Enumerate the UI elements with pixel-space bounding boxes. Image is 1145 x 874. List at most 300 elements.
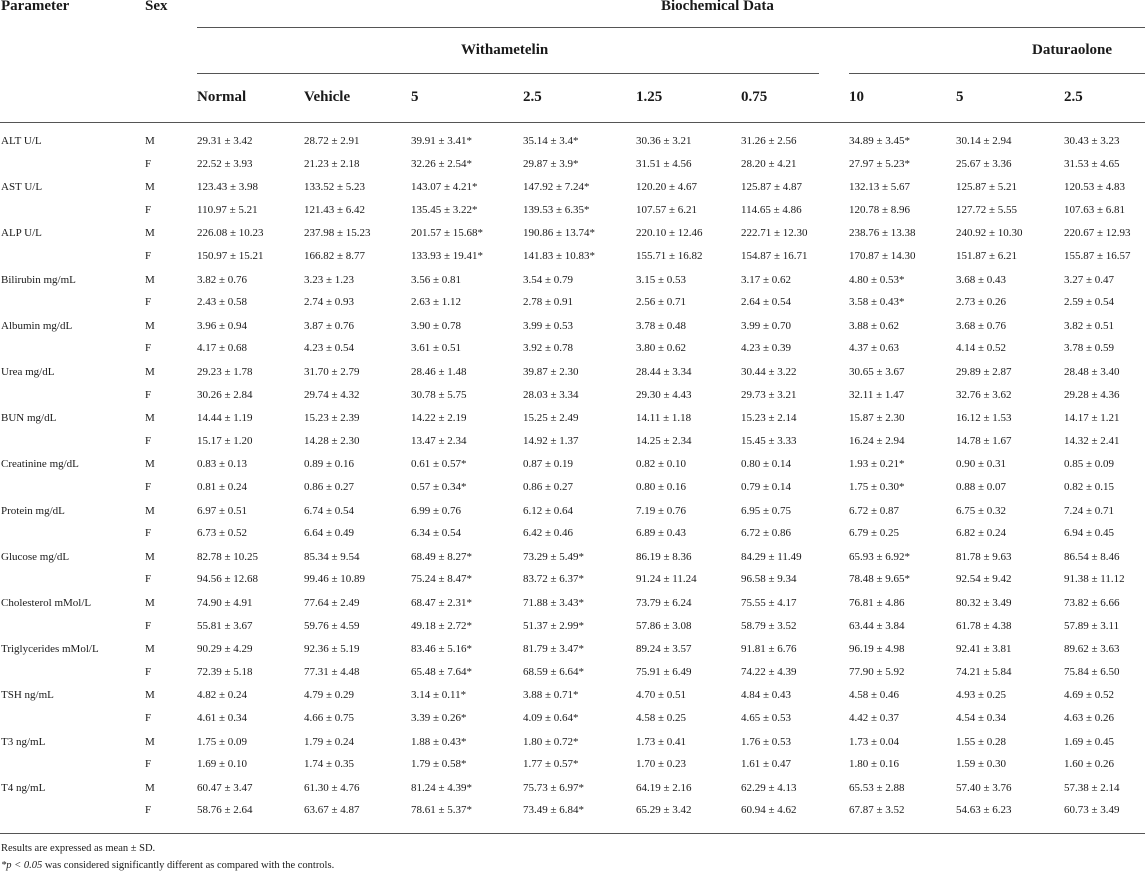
table-cell: 31.51 ± 4.56 (636, 157, 692, 170)
table-cell: 201.57 ± 15.68* (411, 227, 484, 240)
table-cell: 30.26 ± 2.84 (197, 388, 253, 401)
table-cell: 51.37 ± 2.99* (523, 619, 585, 632)
parameter-label: Albumin mg/dL (1, 319, 73, 332)
table-cell: 58.76 ± 2.64 (197, 804, 253, 817)
table-cell: 7.19 ± 0.76 (636, 504, 687, 517)
table-cell: 86.54 ± 8.46 (1064, 550, 1120, 563)
table-cell: 3.88 ± 0.71* (523, 689, 579, 702)
table-cell: 125.87 ± 4.87 (741, 181, 803, 194)
table-cell: 4.70 ± 0.51 (636, 689, 687, 702)
table-cell: 28.48 ± 3.40 (1064, 366, 1120, 378)
table-cell: 1.60 ± 0.26 (1064, 758, 1115, 771)
table-cell: 68.59 ± 6.64* (523, 665, 585, 678)
table-cell: 3.17 ± 0.62 (741, 273, 792, 286)
table-cell: 1.79 ± 0.24 (304, 735, 355, 748)
sex-label: F (145, 573, 152, 586)
sex-label: F (145, 527, 152, 540)
table-cell: 81.24 ± 4.39* (411, 781, 473, 794)
sex-label: F (145, 758, 152, 771)
sex-label: M (145, 597, 155, 609)
table-cell: 4.42 ± 0.37 (849, 712, 900, 724)
table-cell: 59.76 ± 4.59 (304, 619, 360, 632)
parameter-label: T4 ng/mL (1, 781, 46, 794)
table-cell: 4.14 ± 0.52 (956, 342, 1007, 355)
table-cell: 220.67 ± 12.93 (1064, 227, 1131, 240)
table-cell: 28.03 ± 3.34 (523, 388, 579, 401)
table-cell: 3.68 ± 0.76 (956, 319, 1007, 332)
table-cell: 90.29 ± 4.29 (197, 643, 253, 656)
sex-label: M (145, 135, 155, 147)
table-cell: 15.23 ± 2.39 (304, 412, 360, 425)
table-cell: 170.87 ± 14.30 (849, 250, 916, 262)
table-cell: 61.78 ± 4.38 (956, 619, 1012, 632)
table-cell: 6.74 ± 0.54 (304, 504, 355, 517)
table-cell: 0.81 ± 0.24 (197, 481, 248, 493)
table-cell: 0.88 ± 0.07 (956, 481, 1007, 493)
table-cell: 68.47 ± 2.31* (411, 597, 473, 609)
sex-label: M (145, 181, 155, 194)
table-cell: 85.34 ± 9.54 (304, 550, 360, 563)
table-cell: 14.78 ± 1.67 (956, 434, 1012, 447)
table-cell: 29.74 ± 4.32 (304, 388, 360, 401)
table-cell: 4.69 ± 0.52 (1064, 689, 1115, 702)
table-cell: 3.99 ± 0.53 (523, 319, 574, 332)
table-cell: 3.96 ± 0.94 (197, 319, 248, 332)
table-cell: 49.18 ± 2.72* (411, 619, 473, 632)
table-cell: 31.70 ± 2.79 (304, 366, 360, 378)
table-cell: 0.90 ± 0.31 (956, 458, 1007, 471)
table-cell: 120.20 ± 4.67 (636, 181, 698, 194)
table-cell: 4.65 ± 0.53 (741, 712, 792, 724)
table-cell: 14.28 ± 2.30 (304, 434, 360, 447)
table-cell: 0.86 ± 0.27 (304, 481, 355, 493)
footnote-mean-sd: Results are expressed as mean ± SD. (1, 843, 156, 854)
table-cell: 155.87 ± 16.57 (1064, 250, 1131, 262)
parameter-label: TSH ng/mL (1, 689, 54, 702)
header-parameter: Parameter (1, 0, 70, 14)
table-cell: 29.31 ± 3.42 (197, 135, 253, 147)
sex-label: M (145, 689, 155, 702)
table-cell: 0.80 ± 0.14 (741, 458, 792, 471)
column-header: 1.25 (636, 89, 663, 105)
sex-label: M (145, 735, 155, 748)
column-header: Vehicle (304, 89, 351, 105)
table-cell: 4.61 ± 0.34 (197, 712, 248, 724)
table-cell: 7.24 ± 0.71 (1064, 504, 1115, 517)
column-header: 5 (411, 89, 419, 105)
sex-label: F (145, 203, 152, 216)
table-cell: 86.19 ± 8.36 (636, 550, 692, 563)
sex-label: M (145, 366, 155, 378)
table-cell: 29.89 ± 2.87 (956, 366, 1012, 378)
table-cell: 1.80 ± 0.16 (849, 758, 900, 771)
sex-label: F (145, 481, 152, 493)
table-cell: 2.73 ± 0.26 (956, 296, 1007, 309)
table-cell: 125.87 ± 5.21 (956, 181, 1018, 194)
table-cell: 147.92 ± 7.24* (523, 181, 590, 194)
table-cell: 3.58 ± 0.43* (849, 296, 905, 309)
parameter-label: Protein mg/dL (1, 504, 65, 517)
table-cell: 65.93 ± 6.92* (849, 550, 911, 563)
table-cell: 29.87 ± 3.9* (523, 157, 579, 170)
table-cell: 75.91 ± 6.49 (636, 665, 692, 678)
table-cell: 4.93 ± 0.25 (956, 689, 1007, 702)
table-cell: 83.46 ± 5.16* (411, 643, 473, 656)
parameter-label: Triglycerides mMol/L (1, 643, 99, 656)
table-cell: 15.17 ± 1.20 (197, 434, 253, 447)
table-cell: 151.87 ± 6.21 (956, 250, 1018, 262)
table-cell: 14.17 ± 1.21 (1064, 412, 1120, 425)
table-cell: 92.36 ± 5.19 (304, 643, 360, 656)
table-cell: 6.42 ± 0.46 (523, 527, 574, 540)
table-cell: 75.55 ± 4.17 (741, 597, 797, 609)
table-cell: 92.54 ± 9.42 (956, 573, 1012, 586)
sex-label: F (145, 250, 152, 262)
table-cell: 73.29 ± 5.49* (523, 550, 585, 563)
table-cell: 14.32 ± 2.41 (1064, 434, 1120, 447)
table-cell: 1.73 ± 0.04 (849, 735, 900, 748)
table-cell: 32.76 ± 3.62 (956, 388, 1012, 401)
table-cell: 74.21 ± 5.84 (956, 665, 1012, 678)
table-cell: 64.19 ± 2.16 (636, 781, 692, 794)
table-cell: 57.86 ± 3.08 (636, 619, 692, 632)
table-cell: 77.90 ± 5.92 (849, 665, 905, 678)
table-cell: 30.43 ± 3.23 (1064, 135, 1120, 147)
table-cell: 80.32 ± 3.49 (956, 597, 1012, 609)
table-cell: 30.78 ± 5.75 (411, 388, 467, 401)
table-cell: 57.89 ± 3.11 (1064, 619, 1120, 632)
parameter-label: AST U/L (1, 181, 43, 194)
table-cell: 226.08 ± 10.23 (197, 227, 264, 240)
table-cell: 0.80 ± 0.16 (636, 481, 687, 493)
table-cell: 15.25 ± 2.49 (523, 412, 579, 425)
table-cell: 0.83 ± 0.13 (197, 458, 248, 471)
parameter-label: T3 ng/mL (1, 735, 46, 748)
table-cell: 72.39 ± 5.18 (197, 665, 253, 678)
table-cell: 34.89 ± 3.45* (849, 135, 911, 147)
sex-label: M (145, 227, 155, 240)
table-cell: 123.43 ± 3.98 (197, 181, 259, 194)
table-cell: 77.31 ± 4.48 (304, 665, 360, 678)
table-cell: 1.77 ± 0.57* (523, 758, 579, 771)
sex-label: M (145, 273, 155, 286)
table-cell: 3.54 ± 0.79 (523, 273, 574, 286)
table-cell: 83.72 ± 6.37* (523, 573, 585, 586)
footnote-p-value: *p < 0.05 (1, 860, 43, 871)
parameter-label: Cholesterol mMol/L (1, 597, 92, 609)
table-cell: 2.56 ± 0.71 (636, 296, 687, 309)
header-rule-bottom (0, 122, 1145, 123)
table-cell: 32.26 ± 2.54* (411, 157, 473, 170)
table-cell: 6.75 ± 0.32 (956, 504, 1007, 517)
table-cell: 28.20 ± 4.21 (741, 157, 797, 170)
table-cell: 127.72 ± 5.55 (956, 203, 1018, 216)
table-cell: 91.24 ± 11.24 (636, 573, 697, 586)
table-cell: 3.27 ± 0.47 (1064, 273, 1115, 286)
table-cell: 89.62 ± 3.63 (1064, 643, 1120, 656)
parameter-label: Glucose mg/dL (1, 550, 70, 563)
table-cell: 1.75 ± 0.09 (197, 735, 248, 748)
table-cell: 55.81 ± 3.67 (197, 619, 253, 632)
table-cell: 6.97 ± 0.51 (197, 504, 248, 517)
table-cell: 39.87 ± 2.30 (523, 366, 579, 378)
table-cell: 120.53 ± 4.83 (1064, 181, 1126, 194)
parameter-label: BUN mg/dL (1, 412, 57, 425)
column-header: 2.5 (1064, 89, 1083, 105)
table-cell: 4.84 ± 0.43 (741, 689, 792, 702)
table-cell: 16.24 ± 2.94 (849, 434, 905, 447)
table-cell: 77.64 ± 2.49 (304, 597, 360, 609)
table-cell: 0.82 ± 0.10 (636, 458, 687, 471)
table-cell: 4.09 ± 0.64* (523, 712, 579, 724)
table-cell: 29.28 ± 4.36 (1064, 388, 1120, 401)
table-cell: 4.23 ± 0.54 (304, 342, 355, 355)
table-cell: 68.49 ± 8.27* (411, 550, 473, 563)
table-cell: 63.44 ± 3.84 (849, 619, 905, 632)
table-cell: 91.81 ± 6.76 (741, 643, 797, 656)
table-cell: 28.46 ± 1.48 (411, 366, 467, 378)
table-cell: 78.48 ± 9.65* (849, 573, 911, 586)
table-cell: 3.23 ± 1.23 (304, 273, 355, 286)
table-cell: 3.80 ± 0.62 (636, 342, 687, 355)
table-cell: 1.88 ± 0.43* (411, 735, 467, 748)
table-cell: 6.82 ± 0.24 (956, 527, 1007, 540)
table-cell: 14.25 ± 2.34 (636, 434, 692, 447)
column-header: Normal (197, 89, 247, 105)
table-cell: 1.80 ± 0.72* (523, 735, 579, 748)
table-cell: 4.58 ± 0.46 (849, 689, 900, 702)
table-cell: 35.14 ± 3.4* (523, 135, 579, 147)
table-cell: 65.48 ± 7.64* (411, 665, 473, 678)
table-cell: 3.90 ± 0.78 (411, 319, 462, 332)
table-cell: 0.89 ± 0.16 (304, 458, 355, 471)
table-cell: 0.61 ± 0.57* (411, 458, 467, 471)
table-cell: 110.97 ± 5.21 (197, 203, 258, 216)
table-cell: 3.14 ± 0.11* (411, 689, 467, 702)
table-cell: 31.53 ± 4.65 (1064, 157, 1120, 170)
table-cell: 16.12 ± 1.53 (956, 412, 1012, 425)
table-cell: 3.78 ± 0.59 (1064, 342, 1115, 355)
table-cell: 133.93 ± 19.41* (411, 250, 484, 262)
table-cell: 0.82 ± 0.15 (1064, 481, 1115, 493)
table-cell: 1.69 ± 0.10 (197, 758, 248, 771)
header-rule-top (197, 27, 1145, 28)
table-cell: 63.67 ± 4.87 (304, 804, 360, 817)
table-cell: 14.11 ± 1.18 (636, 412, 692, 425)
sex-label: F (145, 434, 152, 447)
table-cell: 107.63 ± 6.81 (1064, 203, 1126, 216)
table-cell: 154.87 ± 16.71 (741, 250, 808, 262)
table-cell: 57.40 ± 3.76 (956, 781, 1012, 794)
table-cell: 107.57 ± 6.21 (636, 203, 698, 216)
table-cell: 4.37 ± 0.63 (849, 342, 900, 355)
table-cell: 29.23 ± 1.78 (197, 366, 253, 378)
header-group-withametelin: Withametelin (461, 42, 549, 58)
table-cell: 92.41 ± 3.81 (956, 643, 1012, 656)
table-cell: 141.83 ± 10.83* (523, 250, 596, 262)
table-cell: 1.76 ± 0.53 (741, 735, 792, 748)
table-cell: 2.78 ± 0.91 (523, 296, 574, 309)
parameter-label: Creatinine mg/dL (1, 458, 79, 471)
table-cell: 3.68 ± 0.43 (956, 273, 1007, 286)
header-rule-daturaolone (849, 73, 1145, 74)
table-cell: 6.12 ± 0.64 (523, 504, 574, 517)
table-cell: 3.82 ± 0.76 (197, 273, 248, 286)
table-cell: 71.88 ± 3.43* (523, 597, 585, 609)
table-cell: 6.72 ± 0.87 (849, 504, 900, 517)
sex-label: M (145, 504, 155, 517)
table-cell: 78.61 ± 5.37* (411, 804, 473, 817)
table-cell: 89.24 ± 3.57 (636, 643, 692, 656)
table-cell: 31.26 ± 2.56 (741, 135, 797, 147)
table-cell: 60.47 ± 3.47 (197, 781, 253, 794)
sex-label: F (145, 712, 152, 724)
footnote-significance (1, 860, 334, 871)
table-cell: 1.73 ± 0.41 (636, 735, 687, 748)
column-header: 5 (956, 89, 964, 105)
sex-label: F (145, 665, 152, 678)
footnote-significance-text: was considered significantly different as compared with the controls. (42, 860, 335, 871)
table-cell: 30.65 ± 3.67 (849, 366, 905, 378)
table-cell: 32.11 ± 1.47 (849, 388, 905, 401)
table-cell: 3.39 ± 0.26* (411, 712, 467, 724)
table-cell: 4.58 ± 0.25 (636, 712, 687, 724)
table-cell: 84.29 ± 11.49 (741, 550, 802, 563)
table-cell: 1.79 ± 0.58* (411, 758, 467, 771)
table-cell: 2.74 ± 0.93 (304, 296, 355, 309)
table-cell: 237.98 ± 15.23 (304, 227, 371, 240)
table-cell: 25.67 ± 3.36 (956, 157, 1012, 170)
table-cell: 120.78 ± 8.96 (849, 203, 911, 216)
table-cell: 14.44 ± 1.19 (197, 412, 253, 425)
table-cell: 6.95 ± 0.75 (741, 504, 792, 517)
table-cell: 30.44 ± 3.22 (741, 366, 797, 378)
table-cell: 3.92 ± 0.78 (523, 342, 574, 355)
table-cell: 14.22 ± 2.19 (411, 412, 467, 425)
table-cell: 4.17 ± 0.68 (197, 342, 248, 355)
parameter-label: ALT U/L (1, 135, 42, 147)
table-cell: 73.49 ± 6.84* (523, 804, 585, 817)
table-cell: 14.92 ± 1.37 (523, 434, 579, 447)
table-cell: 220.10 ± 12.46 (636, 227, 703, 240)
table-cell: 3.88 ± 0.62 (849, 319, 900, 332)
table-cell: 1.70 ± 0.23 (636, 758, 687, 771)
table-rule-bottom (0, 833, 1145, 834)
table-cell: 81.78 ± 9.63 (956, 550, 1012, 563)
table-cell: 67.87 ± 3.52 (849, 804, 905, 817)
table-cell: 3.78 ± 0.48 (636, 319, 687, 332)
table-cell: 4.79 ± 0.29 (304, 689, 355, 702)
table-cell: 28.44 ± 3.34 (636, 366, 692, 378)
table-cell: 96.19 ± 4.98 (849, 643, 905, 656)
table-cell: 222.71 ± 12.30 (741, 227, 808, 240)
table-cell: 6.64 ± 0.49 (304, 527, 355, 540)
table-cell: 1.61 ± 0.47 (741, 758, 792, 771)
table-cell: 4.82 ± 0.24 (197, 689, 248, 702)
table-cell: 75.84 ± 6.50 (1064, 665, 1120, 678)
table-cell: 240.92 ± 10.30 (956, 227, 1023, 240)
table-cell: 22.52 ± 3.93 (197, 157, 253, 170)
table-cell: 155.71 ± 16.82 (636, 250, 703, 262)
table-cell: 2.64 ± 0.54 (741, 296, 792, 309)
table-cell: 0.85 ± 0.09 (1064, 458, 1115, 471)
table-cell: 91.38 ± 11.12 (1064, 573, 1125, 586)
header-sex: Sex (145, 0, 168, 14)
sex-label: M (145, 643, 155, 656)
table-cell: 3.82 ± 0.51 (1064, 319, 1115, 332)
table-cell: 1.55 ± 0.28 (956, 735, 1007, 748)
sex-label: F (145, 342, 152, 355)
table-cell: 121.43 ± 6.42 (304, 203, 366, 216)
table-cell: 132.13 ± 5.67 (849, 181, 911, 194)
table-cell: 143.07 ± 4.21* (411, 181, 478, 194)
table-cell: 1.74 ± 0.35 (304, 758, 355, 771)
table-cell: 1.75 ± 0.30* (849, 481, 905, 493)
sex-label: F (145, 804, 152, 817)
sex-label: F (145, 296, 152, 309)
table-cell: 15.23 ± 2.14 (741, 412, 797, 425)
table-cell: 3.15 ± 0.53 (636, 273, 687, 286)
table-cell: 94.56 ± 12.68 (197, 573, 259, 586)
table-cell: 74.22 ± 4.39 (741, 665, 797, 678)
table-cell: 74.90 ± 4.91 (197, 597, 253, 609)
table-cell: 0.86 ± 0.27 (523, 481, 574, 493)
table-cell: 2.43 ± 0.58 (197, 296, 248, 309)
table-cell: 96.58 ± 9.34 (741, 573, 797, 586)
table-cell: 57.38 ± 2.14 (1064, 781, 1120, 794)
table-cell: 3.99 ± 0.70 (741, 319, 792, 332)
table-cell: 27.97 ± 5.23* (849, 157, 911, 170)
column-header: 0.75 (741, 89, 768, 105)
header-biochemical-data: Biochemical Data (661, 0, 774, 14)
table-cell: 62.29 ± 4.13 (741, 781, 797, 794)
table-cell: 135.45 ± 3.22* (411, 203, 478, 216)
table-cell: 150.97 ± 15.21 (197, 250, 264, 262)
table-cell: 4.23 ± 0.39 (741, 342, 792, 355)
sex-label: M (145, 458, 155, 471)
table-cell: 28.72 ± 2.91 (304, 135, 360, 147)
table-cell: 60.94 ± 4.62 (741, 804, 797, 817)
table-cell: 2.63 ± 1.12 (411, 296, 462, 309)
table-cell: 13.47 ± 2.34 (411, 434, 467, 447)
table-cell: 54.63 ± 6.23 (956, 804, 1012, 817)
table-cell: 61.30 ± 4.76 (304, 781, 360, 794)
table-cell: 0.87 ± 0.19 (523, 458, 574, 471)
table-cell: 39.91 ± 3.41* (411, 135, 473, 147)
table-cell: 139.53 ± 6.35* (523, 203, 590, 216)
table-cell: 3.87 ± 0.76 (304, 319, 355, 332)
sex-label: F (145, 619, 152, 632)
sex-label: F (145, 388, 152, 401)
table-cell: 0.57 ± 0.34* (411, 481, 467, 493)
table-cell: 1.93 ± 0.21* (849, 458, 905, 471)
table-cell: 30.14 ± 2.94 (956, 135, 1012, 147)
table-cell: 6.89 ± 0.43 (636, 527, 687, 540)
table-cell: 73.82 ± 6.66 (1064, 597, 1120, 609)
table-cell: 6.99 ± 0.76 (411, 504, 462, 517)
table-cell: 21.23 ± 2.18 (304, 157, 360, 170)
table-cell: 65.29 ± 3.42 (636, 804, 692, 817)
table-cell: 73.79 ± 6.24 (636, 597, 692, 609)
table-cell: 6.34 ± 0.54 (411, 527, 462, 540)
parameter-label: Urea mg/dL (1, 366, 55, 378)
table-cell: 4.80 ± 0.53* (849, 273, 905, 286)
header-group-daturaolone: Daturaolone (1032, 42, 1112, 58)
sex-label: M (145, 319, 155, 332)
table-cell: 60.73 ± 3.49 (1064, 804, 1120, 817)
table-cell: 1.59 ± 0.30 (956, 758, 1007, 771)
table-cell: 29.30 ± 4.43 (636, 388, 692, 401)
